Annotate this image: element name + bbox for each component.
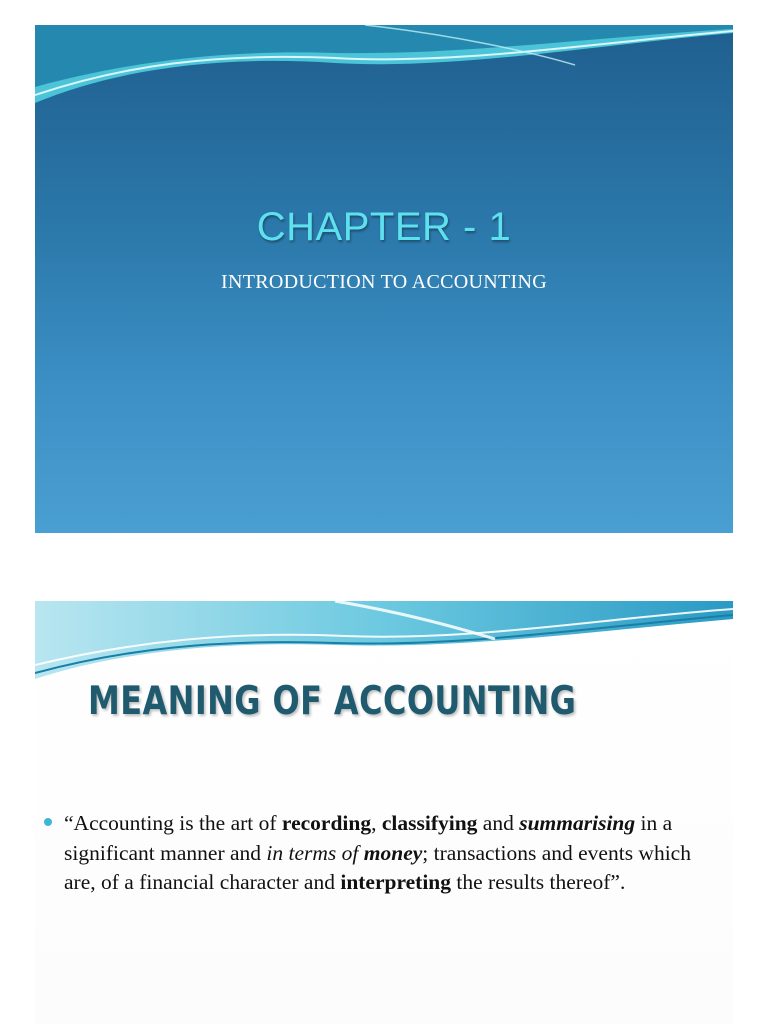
chapter-title: CHAPTER - 1	[256, 205, 512, 249]
wave-decoration	[35, 25, 733, 115]
definition-bullet	[44, 809, 714, 898]
chapter-subtitle: INTRODUCTION TO ACCOUNTING	[221, 271, 547, 293]
slide-meaning-of-accounting	[35, 601, 733, 1024]
slide-title: MEANING OF ACCOUNTING	[88, 679, 577, 724]
bullet-icon	[44, 818, 52, 826]
slide-chapter-title	[35, 25, 733, 533]
definition-text: “Accounting is the art of recording, classifying and summarising in a significant manner and in terms of money; transactions and events which are, of a financial character and interpreting the results thereof”.	[64, 811, 691, 894]
wave-decoration	[35, 601, 733, 691]
